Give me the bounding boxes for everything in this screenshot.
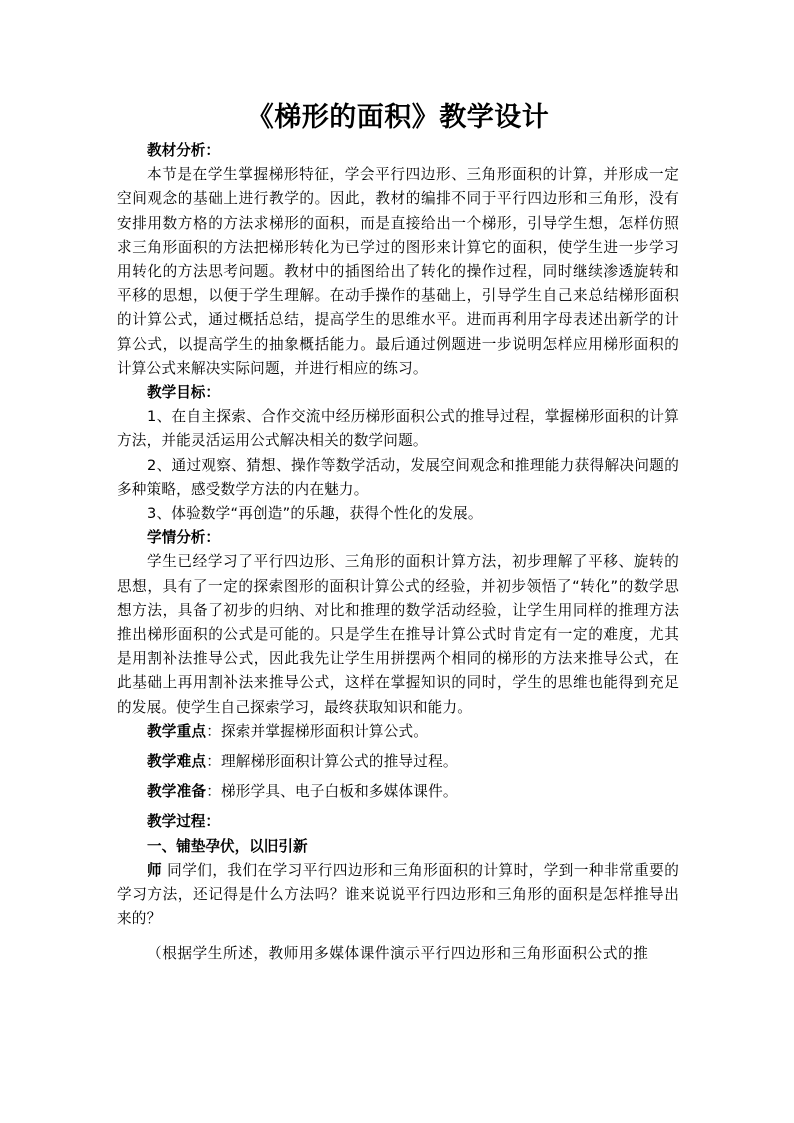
preparation-label: 教学准备 (147, 783, 207, 801)
heading-material-analysis: 教材分析： (147, 142, 220, 159)
difficulty-line (117, 750, 679, 774)
preparation-line (117, 780, 679, 804)
student-analysis-body: 学生已经学习了平行四边形、三角形的面积计算方法，初步理解了平移、旋转的思想，具有了一定的探索图形的面积计算公式的经验，并初步领悟了“转化”的数学思想方法，具备了初步的归纳、对比和推理的数学活动经验，让学生用同样的推理方法推出梯形面积的公式是可能的。只是学生在推导计算公式时肯定有一定的难度，尤其是用割补法推导公式，因此我先让学生用拼摆两个相同的梯形的方法来推导公式，在此基础上再用割补法来推导公式，这样在掌握知识的同时，学生的思维也能得到充足的发展。使学生自己探索学习，最终获取知识和能力。 (117, 553, 679, 716)
process-step-1: 一、铺垫孕伏，以旧引新 (147, 837, 308, 855)
document-title: 《梯形的面积》教学设计 (246, 102, 550, 133)
teaching-goal-1: 1、在自主探索、合作交流中经历梯形面积公式的推导过程，掌握梯形面积的计算方法，并能灵活运用公式解决相关的数学问题。 (117, 408, 679, 450)
key-point-label: 教学重点 (147, 722, 207, 740)
heading-teaching-goals: 教学目标： (147, 384, 220, 402)
teaching-goal-2: 2、通过观察、猜想、操作等数学活动，发展空间观念和推理能力获得解决问题的多种策略，感受数学方法的内在魅力。 (117, 456, 679, 498)
teacher-dialogue (117, 859, 679, 932)
difficulty-label: 教学难点 (147, 753, 207, 771)
key-point-text: ：探索并掌握梯形面积计算公式。 (206, 722, 429, 740)
document-page (117, 100, 679, 966)
heading-teaching-process: 教学过程： (147, 813, 220, 831)
material-analysis-body: 本节是在学生掌握梯形特征，学会平行四边形、三角形面积的计算，并形成一定空间观念的基础上进行教学的。因此，教材的编排不同于平行四边形和三角形，没有安排用数方格的方法求梯形的面积，而是直接给出一个梯形，引导学生想，怎样仿照求三角形面积的方法把梯形转化为已学过的图形来计算它的面积，使学生进一步学习用转化的方法思考问题。教材中的插图给出了转化的操作过程，同时继续渗透旋转和平移的思想，以便于学生理解。在动手操作的基础上，引导学生自己来总结梯形面积的计算公式，通过概括总结，提高学生的思维水平。进而再利用字母表述出新学的计算公式，以提高学生的抽象概括能力。最后通过例题进一步说明怎样应用梯形面积的计算公式来解决实际问题，并进行相应的练习。 (117, 166, 679, 377)
teacher-label: 师 (147, 861, 163, 879)
difficulty-text: ：理解梯形面积计算公式的推导过程。 (206, 753, 458, 771)
teacher-text: 同学们，我们在学习平行四边形和三角形面积的计算时，学到一种非常重要的学习方法，还记得是什么方法吗？谁来说说平行四边形和三角形的面积是怎样推导出来的？ (117, 861, 679, 928)
heading-student-analysis: 学情分析： (147, 529, 220, 547)
teaching-goal-3: 3、体验数学“再创造”的乐趣，获得个性化的发展。 (147, 505, 483, 523)
key-point-line (117, 720, 679, 744)
process-note: （根据学生所述，教师用多媒体课件演示平行四边形和三角形面积公式的推 (147, 944, 649, 962)
preparation-text: ：梯形学具、电子白板和多媒体课件。 (206, 783, 458, 801)
